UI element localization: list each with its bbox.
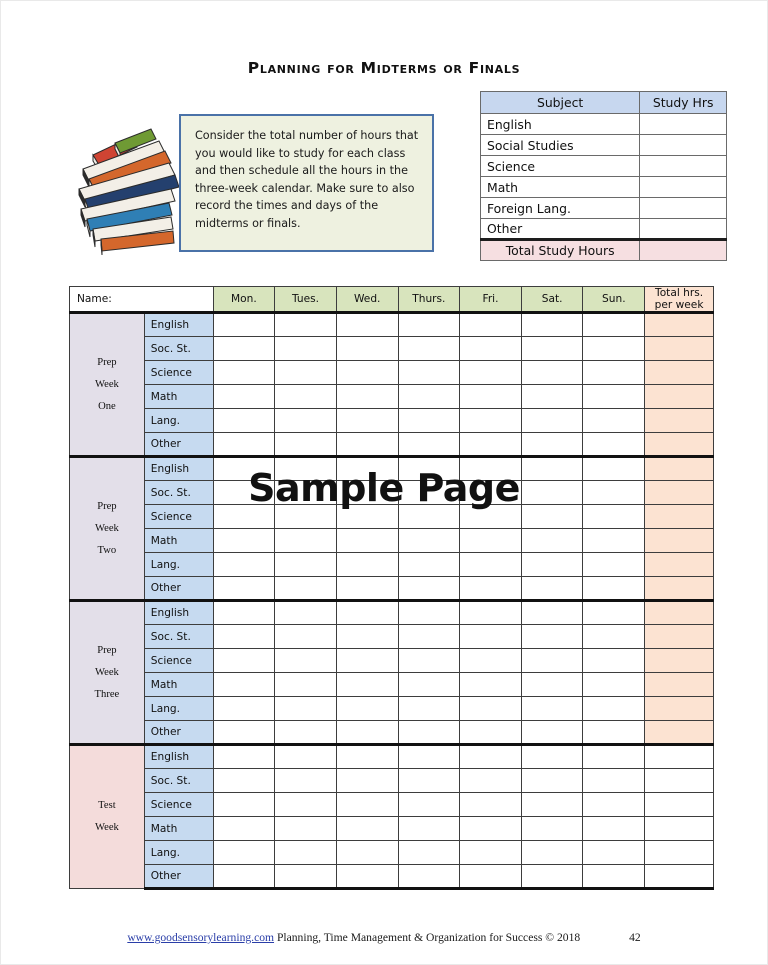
calendar-cell[interactable] xyxy=(521,457,583,481)
calendar-cell[interactable] xyxy=(213,409,275,433)
study-hours-input[interactable] xyxy=(640,156,727,177)
calendar-cell[interactable] xyxy=(275,865,337,889)
calendar-cell[interactable] xyxy=(460,361,522,385)
total-study-hours-value[interactable] xyxy=(640,240,727,261)
calendar-cell[interactable] xyxy=(213,865,275,889)
week-total-cell[interactable] xyxy=(645,481,714,505)
calendar-row xyxy=(70,841,714,865)
calendar-row xyxy=(70,577,714,601)
table-row xyxy=(481,198,727,219)
calendar-subject-label: Lang. xyxy=(144,841,213,865)
calendar-cell[interactable] xyxy=(460,649,522,673)
calendar-cell[interactable] xyxy=(460,601,522,625)
calendar-header-row xyxy=(70,287,714,313)
calendar-row xyxy=(70,625,714,649)
calendar-cell[interactable] xyxy=(213,433,275,457)
calendar-cell[interactable] xyxy=(213,577,275,601)
day-header-wed: Wed. xyxy=(336,287,398,313)
calendar-cell[interactable] xyxy=(213,313,275,337)
calendar-cell[interactable] xyxy=(336,553,398,577)
calendar-cell[interactable] xyxy=(275,817,337,841)
study-calendar-table xyxy=(69,286,714,890)
calendar-row xyxy=(70,697,714,721)
calendar-cell[interactable] xyxy=(275,433,337,457)
calendar-cell[interactable] xyxy=(275,745,337,769)
calendar-row xyxy=(70,385,714,409)
calendar-row xyxy=(70,673,714,697)
calendar-subject-label: Other xyxy=(144,577,213,601)
calendar-cell[interactable] xyxy=(521,721,583,745)
calendar-cell[interactable] xyxy=(336,313,398,337)
calendar-cell[interactable] xyxy=(398,577,460,601)
table-row xyxy=(481,177,727,198)
calendar-cell[interactable] xyxy=(583,529,645,553)
calendar-cell[interactable] xyxy=(398,337,460,361)
calendar-cell[interactable] xyxy=(213,793,275,817)
calendar-cell[interactable] xyxy=(521,361,583,385)
calendar-cell[interactable] xyxy=(213,673,275,697)
calendar-cell[interactable] xyxy=(275,457,337,481)
subject-table-body xyxy=(481,114,727,261)
calendar-subject-label: Science xyxy=(144,505,213,529)
study-hours-input[interactable] xyxy=(640,198,727,219)
calendar-cell[interactable] xyxy=(460,433,522,457)
calendar-cell[interactable] xyxy=(583,361,645,385)
calendar-subject-label: Lang. xyxy=(144,553,213,577)
calendar-cell[interactable] xyxy=(336,385,398,409)
week-total-cell[interactable] xyxy=(645,673,714,697)
calendar-cell[interactable] xyxy=(398,793,460,817)
calendar-cell[interactable] xyxy=(521,769,583,793)
total-hours-column-header: Total hrs. per week xyxy=(645,287,714,313)
calendar-cell[interactable] xyxy=(460,721,522,745)
calendar-cell[interactable] xyxy=(275,697,337,721)
calendar-cell[interactable] xyxy=(275,385,337,409)
calendar-cell[interactable] xyxy=(398,673,460,697)
calendar-cell[interactable] xyxy=(213,361,275,385)
calendar-cell[interactable] xyxy=(583,841,645,865)
calendar-cell[interactable] xyxy=(398,697,460,721)
calendar-cell[interactable] xyxy=(460,313,522,337)
calendar-cell[interactable] xyxy=(213,817,275,841)
calendar-cell[interactable] xyxy=(583,433,645,457)
calendar-cell[interactable] xyxy=(398,769,460,793)
day-header-fri: Fri. xyxy=(460,287,522,313)
calendar-cell[interactable] xyxy=(583,697,645,721)
calendar-subject-label: Math xyxy=(144,529,213,553)
sample-page-watermark: Sample Page xyxy=(248,466,520,510)
calendar-cell[interactable] xyxy=(583,577,645,601)
calendar-cell[interactable] xyxy=(336,457,398,481)
calendar-subject-label: English xyxy=(144,457,213,481)
calendar-cell[interactable] xyxy=(583,625,645,649)
website-link[interactable]: www.goodsensorylearning.com xyxy=(127,931,275,944)
calendar-cell[interactable] xyxy=(460,481,522,505)
week-total-cell[interactable] xyxy=(645,841,714,865)
calendar-cell[interactable] xyxy=(521,745,583,769)
calendar-cell[interactable] xyxy=(583,745,645,769)
calendar-cell[interactable] xyxy=(336,841,398,865)
calendar-cell[interactable] xyxy=(398,385,460,409)
week-total-cell[interactable] xyxy=(645,865,714,889)
calendar-cell[interactable] xyxy=(460,337,522,361)
calendar-cell[interactable] xyxy=(336,601,398,625)
week-total-cell[interactable] xyxy=(645,697,714,721)
calendar-cell[interactable] xyxy=(275,649,337,673)
subject-name: Social Studies xyxy=(481,135,640,156)
calendar-cell[interactable] xyxy=(336,817,398,841)
calendar-cell[interactable] xyxy=(521,553,583,577)
calendar-cell[interactable] xyxy=(460,697,522,721)
calendar-cell[interactable] xyxy=(336,625,398,649)
calendar-cell[interactable] xyxy=(521,601,583,625)
calendar-subject-label: English xyxy=(144,601,213,625)
calendar-cell[interactable] xyxy=(275,409,337,433)
calendar-cell[interactable] xyxy=(275,673,337,697)
calendar-cell[interactable] xyxy=(275,505,337,529)
calendar-cell[interactable] xyxy=(583,673,645,697)
calendar-cell[interactable] xyxy=(213,457,275,481)
calendar-row xyxy=(70,337,714,361)
calendar-cell[interactable] xyxy=(213,649,275,673)
calendar-cell[interactable] xyxy=(398,457,460,481)
calendar-cell[interactable] xyxy=(275,721,337,745)
calendar-row xyxy=(70,529,714,553)
calendar-cell[interactable] xyxy=(521,409,583,433)
calendar-row xyxy=(70,433,714,457)
calendar-cell[interactable] xyxy=(460,409,522,433)
calendar-cell[interactable] xyxy=(521,481,583,505)
calendar-cell[interactable] xyxy=(275,313,337,337)
footer-text: Planning, Time Management & Organization for Success © 2018 xyxy=(276,931,581,944)
calendar-subject-label: Science xyxy=(144,361,213,385)
calendar-cell[interactable] xyxy=(583,649,645,673)
calendar-cell[interactable] xyxy=(398,481,460,505)
calendar-subject-label: Lang. xyxy=(144,697,213,721)
calendar-cell[interactable] xyxy=(398,313,460,337)
calendar-cell[interactable] xyxy=(398,865,460,889)
calendar-row xyxy=(70,721,714,745)
page-number: 42 xyxy=(629,931,641,944)
calendar-row xyxy=(70,793,714,817)
calendar-cell[interactable] xyxy=(336,505,398,529)
day-header-sat: Sat. xyxy=(521,287,583,313)
calendar-cell[interactable] xyxy=(398,409,460,433)
calendar-cell[interactable] xyxy=(521,865,583,889)
week-total-cell[interactable] xyxy=(645,577,714,601)
week-total-cell[interactable] xyxy=(645,529,714,553)
week-total-cell[interactable] xyxy=(645,409,714,433)
calendar-cell[interactable] xyxy=(336,337,398,361)
subject-table-header-row xyxy=(481,92,727,114)
calendar-cell[interactable] xyxy=(336,577,398,601)
calendar-cell[interactable] xyxy=(336,361,398,385)
calendar-cell[interactable] xyxy=(460,745,522,769)
calendar-row xyxy=(70,409,714,433)
week-total-cell[interactable] xyxy=(645,433,714,457)
calendar-row xyxy=(70,745,714,769)
calendar-subject-label: Math xyxy=(144,673,213,697)
week-total-cell[interactable] xyxy=(645,625,714,649)
week-label-prep-week-two: Prep Week Two xyxy=(70,457,145,601)
calendar-row xyxy=(70,769,714,793)
calendar-subject-label: Other xyxy=(144,433,213,457)
calendar-cell[interactable] xyxy=(521,697,583,721)
calendar-cell[interactable] xyxy=(275,553,337,577)
page-title: Planning for Midterms or Finals xyxy=(247,59,521,77)
week-total-cell[interactable] xyxy=(645,649,714,673)
calendar-cell[interactable] xyxy=(398,529,460,553)
calendar-cell[interactable] xyxy=(213,625,275,649)
calendar-cell[interactable] xyxy=(460,817,522,841)
calendar-subject-label: Science xyxy=(144,649,213,673)
calendar-row xyxy=(70,649,714,673)
calendar-cell[interactable] xyxy=(460,865,522,889)
week-total-cell[interactable] xyxy=(645,361,714,385)
calendar-cell[interactable] xyxy=(213,553,275,577)
calendar-cell[interactable] xyxy=(275,601,337,625)
calendar-cell[interactable] xyxy=(398,817,460,841)
calendar-cell[interactable] xyxy=(336,865,398,889)
week-total-cell[interactable] xyxy=(645,721,714,745)
calendar-cell[interactable] xyxy=(460,385,522,409)
calendar-cell[interactable] xyxy=(521,505,583,529)
calendar-cell[interactable] xyxy=(213,529,275,553)
calendar-cell[interactable] xyxy=(275,529,337,553)
subject-name: Science xyxy=(481,156,640,177)
calendar-cell[interactable] xyxy=(213,385,275,409)
calendar-row xyxy=(70,553,714,577)
calendar-cell[interactable] xyxy=(398,361,460,385)
calendar-cell[interactable] xyxy=(275,481,337,505)
week-label-prep-week-one: Prep Week One xyxy=(70,313,145,457)
calendar-subject-label: English xyxy=(144,745,213,769)
day-header-sun: Sun. xyxy=(583,287,645,313)
calendar-cell[interactable] xyxy=(583,721,645,745)
calendar-subject-label: Soc. St. xyxy=(144,625,213,649)
calendar-cell[interactable] xyxy=(336,697,398,721)
calendar-cell[interactable] xyxy=(583,385,645,409)
calendar-row xyxy=(70,313,714,337)
day-header-mon: Mon. xyxy=(213,287,275,313)
calendar-cell[interactable] xyxy=(336,529,398,553)
calendar-cell[interactable] xyxy=(275,625,337,649)
calendar-body xyxy=(70,287,714,889)
subject-column-header: Subject xyxy=(481,92,640,114)
calendar-subject-label: Soc. St. xyxy=(144,481,213,505)
calendar-cell[interactable] xyxy=(213,697,275,721)
calendar-cell[interactable] xyxy=(521,673,583,697)
calendar-cell[interactable] xyxy=(521,649,583,673)
calendar-cell[interactable] xyxy=(583,409,645,433)
calendar-cell[interactable] xyxy=(398,505,460,529)
calendar-cell[interactable] xyxy=(336,433,398,457)
study-hours-input[interactable] xyxy=(640,114,727,135)
calendar-cell[interactable] xyxy=(583,817,645,841)
calendar-cell[interactable] xyxy=(213,337,275,361)
calendar-cell[interactable] xyxy=(521,625,583,649)
calendar-cell[interactable] xyxy=(521,529,583,553)
calendar-cell[interactable] xyxy=(398,433,460,457)
calendar-cell[interactable] xyxy=(275,361,337,385)
study-hours-table xyxy=(480,91,727,261)
week-label-test-week: Test Week xyxy=(70,745,145,889)
calendar-cell[interactable] xyxy=(460,505,522,529)
books-stack-image xyxy=(59,113,187,261)
calendar-cell[interactable] xyxy=(336,649,398,673)
week-total-cell[interactable] xyxy=(645,337,714,361)
study-hours-input[interactable] xyxy=(640,219,727,240)
calendar-cell[interactable] xyxy=(521,793,583,817)
calendar-cell[interactable] xyxy=(583,601,645,625)
calendar-cell[interactable] xyxy=(336,409,398,433)
calendar-cell[interactable] xyxy=(336,769,398,793)
calendar-cell[interactable] xyxy=(213,721,275,745)
calendar-cell[interactable] xyxy=(583,553,645,577)
calendar-subject-label: Other xyxy=(144,865,213,889)
calendar-cell[interactable] xyxy=(336,721,398,745)
calendar-cell[interactable] xyxy=(460,625,522,649)
calendar-cell[interactable] xyxy=(398,721,460,745)
week-total-cell[interactable] xyxy=(645,769,714,793)
subject-name: English xyxy=(481,114,640,135)
calendar-cell[interactable] xyxy=(398,745,460,769)
calendar-cell[interactable] xyxy=(213,745,275,769)
calendar-cell[interactable] xyxy=(460,457,522,481)
instruction-box xyxy=(179,114,434,252)
subject-name: Other xyxy=(481,219,640,240)
week-total-cell[interactable] xyxy=(645,457,714,481)
calendar-cell[interactable] xyxy=(583,793,645,817)
calendar-cell[interactable] xyxy=(398,601,460,625)
subject-name: Foreign Lang. xyxy=(481,198,640,219)
calendar-cell[interactable] xyxy=(398,625,460,649)
calendar-cell[interactable] xyxy=(583,457,645,481)
calendar-cell[interactable] xyxy=(460,553,522,577)
calendar-cell[interactable] xyxy=(583,481,645,505)
week-label-prep-week-three: Prep Week Three xyxy=(70,601,145,745)
calendar-cell[interactable] xyxy=(460,793,522,817)
table-row xyxy=(481,114,727,135)
day-header-thurs: Thurs. xyxy=(398,287,460,313)
calendar-cell[interactable] xyxy=(460,577,522,601)
calendar-subject-label: Math xyxy=(144,385,213,409)
table-row xyxy=(481,135,727,156)
table-row xyxy=(481,156,727,177)
calendar-cell[interactable] xyxy=(583,769,645,793)
calendar-row xyxy=(70,601,714,625)
calendar-cell[interactable] xyxy=(275,577,337,601)
week-total-cell[interactable] xyxy=(645,793,714,817)
calendar-cell[interactable] xyxy=(275,337,337,361)
calendar-cell[interactable] xyxy=(521,433,583,457)
week-total-cell[interactable] xyxy=(645,313,714,337)
calendar-row xyxy=(70,457,714,481)
week-total-cell[interactable] xyxy=(645,553,714,577)
week-total-cell[interactable] xyxy=(645,745,714,769)
total-study-hours-label: Total Study Hours xyxy=(481,240,640,261)
calendar-cell[interactable] xyxy=(583,337,645,361)
calendar-cell[interactable] xyxy=(460,529,522,553)
table-row xyxy=(481,219,727,240)
calendar-cell[interactable] xyxy=(583,505,645,529)
week-total-cell[interactable] xyxy=(645,601,714,625)
calendar-cell[interactable] xyxy=(213,841,275,865)
calendar-cell[interactable] xyxy=(275,841,337,865)
calendar-cell[interactable] xyxy=(583,865,645,889)
calendar-row xyxy=(70,817,714,841)
calendar-cell[interactable] xyxy=(460,841,522,865)
calendar-subject-label: Lang. xyxy=(144,409,213,433)
calendar-cell[interactable] xyxy=(213,769,275,793)
calendar-cell[interactable] xyxy=(460,673,522,697)
calendar-subject-label: English xyxy=(144,313,213,337)
calendar-cell[interactable] xyxy=(336,745,398,769)
study-hours-input[interactable] xyxy=(640,135,727,156)
calendar-cell[interactable] xyxy=(275,769,337,793)
name-field[interactable]: Name: xyxy=(70,287,214,313)
calendar-cell[interactable] xyxy=(521,313,583,337)
total-study-hours-row xyxy=(481,240,727,261)
calendar-cell[interactable] xyxy=(213,601,275,625)
study-hours-input[interactable] xyxy=(640,177,727,198)
calendar-cell[interactable] xyxy=(521,337,583,361)
calendar-cell[interactable] xyxy=(398,553,460,577)
subject-name: Math xyxy=(481,177,640,198)
calendar-cell[interactable] xyxy=(336,673,398,697)
calendar-cell[interactable] xyxy=(583,313,645,337)
calendar-row xyxy=(70,481,714,505)
page-footer xyxy=(1,931,767,944)
calendar-subject-label: Math xyxy=(144,817,213,841)
calendar-cell[interactable] xyxy=(213,481,275,505)
week-total-cell[interactable] xyxy=(645,385,714,409)
calendar-subject-label: Other xyxy=(144,721,213,745)
calendar-cell[interactable] xyxy=(521,841,583,865)
calendar-row xyxy=(70,505,714,529)
calendar-cell[interactable] xyxy=(521,577,583,601)
calendar-cell[interactable] xyxy=(398,841,460,865)
calendar-cell[interactable] xyxy=(336,793,398,817)
calendar-cell[interactable] xyxy=(336,481,398,505)
study-hrs-column-header: Study Hrs xyxy=(640,92,727,114)
calendar-subject-label: Soc. St. xyxy=(144,769,213,793)
calendar-cell[interactable] xyxy=(213,505,275,529)
calendar-cell[interactable] xyxy=(398,649,460,673)
calendar-subject-label: Soc. St. xyxy=(144,337,213,361)
calendar-cell[interactable] xyxy=(460,769,522,793)
calendar-subject-label: Science xyxy=(144,793,213,817)
calendar-row xyxy=(70,361,714,385)
day-header-tues: Tues. xyxy=(275,287,337,313)
calendar-cell[interactable] xyxy=(521,385,583,409)
calendar-cell[interactable] xyxy=(521,817,583,841)
calendar-row xyxy=(70,865,714,889)
week-total-cell[interactable] xyxy=(645,505,714,529)
instruction-text: Consider the total number of hours that you would like to study for each class and then schedule all the hours in the three-week calendar. Make sure to also record the times and days of the midterms or finals. xyxy=(195,129,419,230)
calendar-cell[interactable] xyxy=(275,793,337,817)
week-total-cell[interactable] xyxy=(645,817,714,841)
